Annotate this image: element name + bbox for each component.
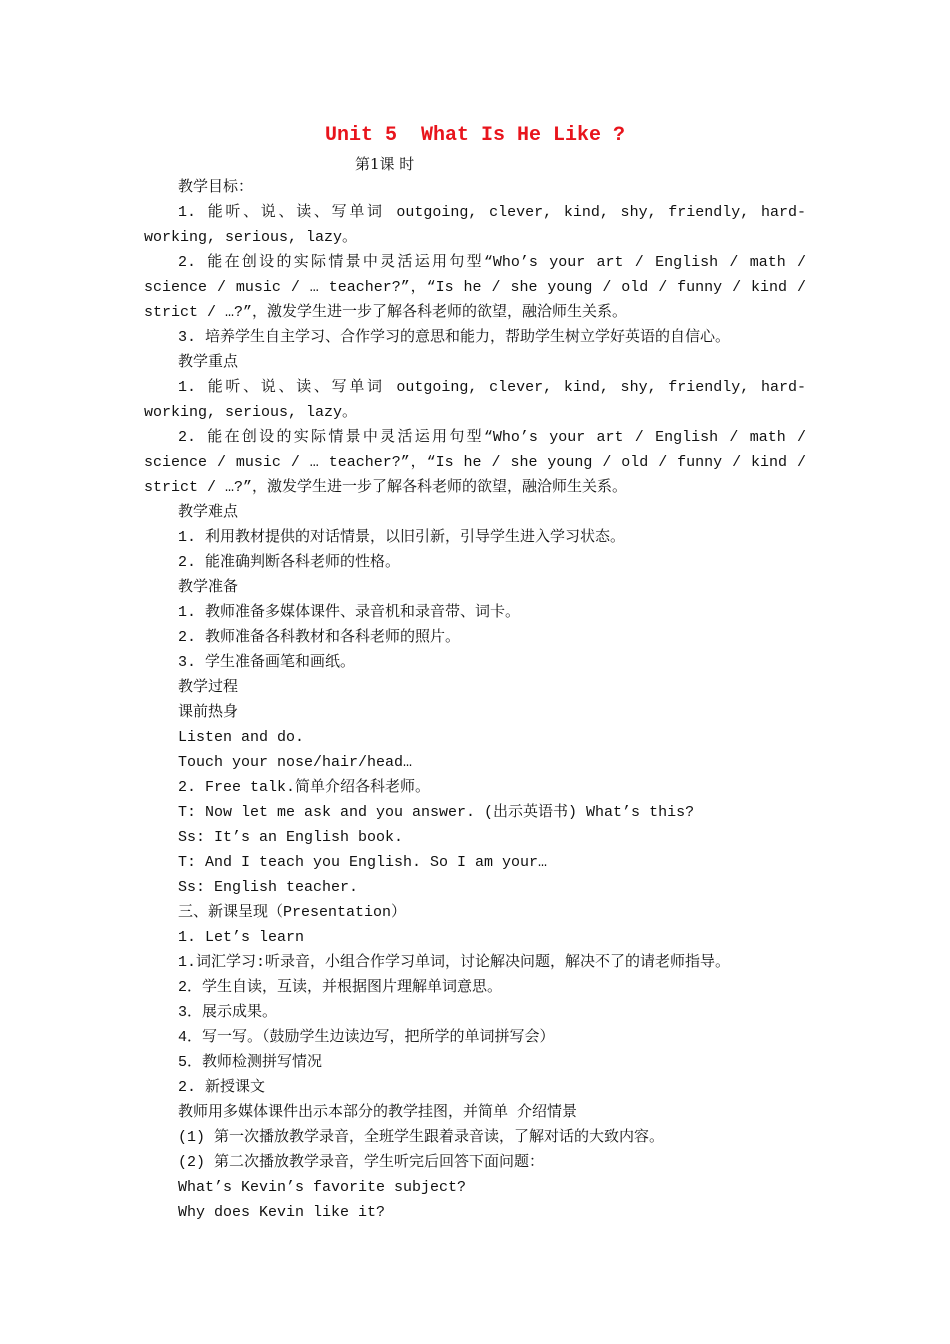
text-line: 1. 教师准备多媒体课件、录音机和录音带、词卡。 (178, 604, 521, 621)
text-line: 4．写一写。（鼓励学生边读边写，把所学的单词拼写会） (178, 1029, 555, 1046)
text-line: 三、新课呈现（Presentation） (178, 904, 407, 921)
lesson-label: 第1课 时 (355, 155, 415, 173)
text-line: 3．展示成果。 (178, 1004, 278, 1021)
text-line: 2. 新授课文 (178, 1079, 266, 1096)
text-line: (1) 第一次播放教学录音，全班学生跟着录音读，了解对话的大致内容。 (178, 1129, 665, 1146)
text-line: 1.词汇学习:听录音，小组合作学习单词，讨论解决问题，解决不了的请老师指导。 (178, 954, 731, 971)
text-line: Ss: English teacher. (178, 879, 359, 896)
text-line: 1. Let’s learn (178, 929, 305, 946)
text-line: 2. 能准确判断各科老师的性格。 (178, 554, 401, 571)
text-line: 课前热身 (178, 704, 239, 721)
text-line: 3. 培养学生自主学习、合作学习的意思和能力，帮助学生树立学好英语的自信心。 (178, 329, 731, 346)
text-line: 2. Free talk.简单介绍各科老师。 (178, 779, 431, 796)
text-line: 3. 学生准备画笔和画纸。 (178, 654, 356, 671)
text-line: 教学重点 (178, 354, 239, 371)
document-body (144, 175, 806, 1225)
text-line: T: And I teach you English. So I am your… (178, 854, 548, 871)
text-line: Why does Kevin like it? (178, 1204, 386, 1221)
text-line: 教学准备 (178, 579, 239, 596)
text-line: strict / …?”，激发学生进一步了解各科老师的欲望，融洽师生关系。 (144, 479, 628, 496)
text-line: working, serious, lazy。 (144, 404, 358, 421)
text-line: 2. 能在创设的实际情景中灵活运用句型“Who’s your art / English / math / (178, 254, 806, 271)
text-line: 教学目标： (178, 179, 254, 196)
text-line: 教学过程 (178, 679, 239, 696)
text-line: 1. 利用教材提供的对话情景，以旧引新，引导学生进入学习状态。 (178, 529, 626, 546)
text-line: Listen and do. (178, 729, 305, 746)
text-line: Touch your nose/hair/head… (178, 754, 413, 771)
text-line: science / music / … teacher?”，“Is he / she young / old / funny / kind / (144, 454, 806, 471)
text-line: strict / …?”，激发学生进一步了解各科老师的欲望，融洽师生关系。 (144, 304, 628, 321)
text-line: 教学难点 (178, 504, 239, 521)
text-line: Ss: It’s an English book. (178, 829, 404, 846)
text-line: 5．教师检测拼写情况 (178, 1054, 323, 1071)
text-line: What’s Kevin’s favorite subject? (178, 1179, 467, 1196)
text-line: 2. 教师准备各科教材和各科老师的照片。 (178, 629, 461, 646)
document-title: Unit 5 What Is He Like ? (324, 124, 626, 147)
text-line: T: Now let me ask and you answer. (出示英语书) What’s this? (178, 804, 695, 821)
text-line: 2．学生自读，互读，并根据图片理解单词意思。 (178, 979, 503, 996)
text-line: (2) 第二次播放教学录音，学生听完后回答下面问题： (178, 1154, 545, 1171)
text-line: 2. 能在创设的实际情景中灵活运用句型“Who’s your art / English / math / (178, 429, 806, 446)
text-line: 教师用多媒体课件出示本部分的教学挂图，并简单 介绍情景 (178, 1104, 578, 1121)
text-line: 1. 能听、说、读、写单词 outgoing, clever, kind, shy, friendly, hard- (178, 379, 806, 396)
text-line: 1. 能听、说、读、写单词 outgoing, clever, kind, shy, friendly, hard- (178, 204, 806, 221)
text-line: science / music / … teacher?”，“Is he / she young / old / funny / kind / (144, 279, 806, 296)
text-line: working, serious, lazy。 (144, 229, 358, 246)
